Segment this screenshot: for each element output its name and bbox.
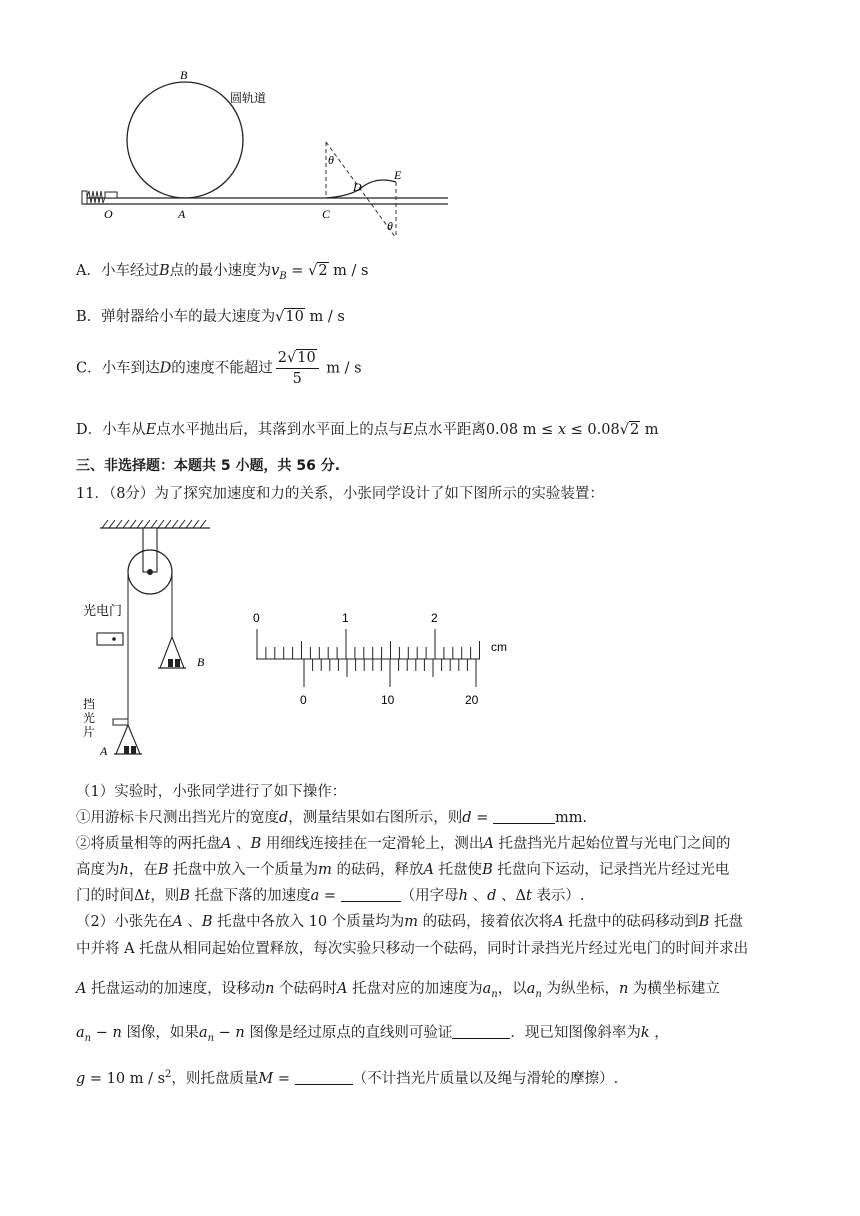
- answer-blank-d[interactable]: [493, 809, 555, 824]
- part-2-line-4: $a_n - n$ 图像，如果$a_n - n$ 图像是经过原点的直线则可验证 ．现已知图像斜率为k ，: [76, 1025, 669, 1044]
- option-d: D．小车从E点水平抛出后，其落到水平面上的点与E点水平距离0.08 m ≤ x ≤ 0.08√2 m: [76, 422, 659, 438]
- question-11-intro: 11．（8分）为了探究加速度和力的关系，小张同学设计了如下图所示的实验装置：: [76, 486, 604, 502]
- vernier-label-20: 20: [465, 693, 479, 707]
- label-tray-A: A: [100, 744, 108, 758]
- part-2-line-1: （2）小张先在A 、B 托盘中各放入 10 个质量均为m 的砝码，接着依次将A 托盘中的砝码移动到B 托盘: [76, 914, 743, 930]
- answer-blank-verify[interactable]: [452, 1024, 510, 1039]
- part-1-step-2-line-1: ②将质量相等的两托盘A 、B 用细线连接挂在一定滑轮上，测出A 托盘挡光片起始位置与光电门之间的: [76, 836, 731, 852]
- vernier-label-0: 0: [300, 693, 307, 707]
- section-title: 三、非选择题：本题共 5 小题，共 56 分.: [76, 458, 341, 474]
- main-scale-ticks: [257, 629, 480, 659]
- option-b: B．弹射器给小车的最大速度为√10 m / s: [76, 309, 345, 325]
- label-plate-1: 挡: [83, 697, 96, 711]
- label-angle-bottom: θ: [387, 219, 393, 233]
- label-plate-3: 片: [83, 725, 96, 739]
- label-point-A: A: [178, 207, 186, 221]
- answer-blank-a[interactable]: [341, 887, 401, 902]
- pulley-apparatus-figure: [76, 515, 226, 760]
- label-point-E: E: [394, 168, 402, 182]
- label-point-O: O: [104, 207, 113, 221]
- caliper-unit: cm: [491, 640, 507, 654]
- main-label-2: 2: [431, 611, 438, 625]
- label-point-B: B: [180, 68, 188, 82]
- fraction: $\frac{2√10}{5}$: [276, 348, 319, 389]
- part-2-line-3: A 托盘运动的加速度，设移动n 个砝码时A 托盘对应的加速度为$a_n$，以$a_n$ 为纵坐标，n 为横坐标建立: [76, 981, 720, 1000]
- part-2-line-2: 中并将 A 托盘从相同起始位置释放，每次实验只移动一个砝码，同时计录挡光片经过光电门的时间并求出: [76, 941, 749, 957]
- option-c: C．小车到达D的速度不能超过 $\frac{2√10}{5}$ m / s: [76, 350, 362, 387]
- sqrt-symbol: √: [308, 263, 318, 279]
- label-point-C: C: [322, 207, 331, 221]
- part-1-heading: （1）实验时，小张同学进行了如下操作：: [76, 784, 347, 800]
- main-label-0: 0: [253, 611, 260, 625]
- sqrt-symbol: √: [275, 309, 285, 325]
- part-1-step-1: ①用游标卡尺测出挡光片的宽度d，测量结果如右图所示，则d = mm.: [76, 810, 588, 826]
- label-plate-2: 光: [83, 711, 96, 725]
- label-photogate: 光电门: [83, 603, 123, 618]
- vernier-scale-ticks: [304, 659, 476, 687]
- part-1-step-2-line-3: 门的时间Δt，则B 托盘下落的加速度a = （用字母h 、d 、Δt 表示）.: [76, 888, 585, 904]
- main-label-1: 1: [342, 611, 349, 625]
- part-2-line-5: g = 10 m / $s^2$，则托盘质量M = （不计挡光片质量以及绳与滑轮的摩擦）.: [76, 1069, 619, 1087]
- label-tray-B: B: [197, 655, 205, 669]
- vernier-label-10: 10: [381, 693, 395, 707]
- option-a: A．小车经过B点的最小速度为$v_B = √2$ m / s: [76, 263, 369, 282]
- var-d: d: [462, 810, 472, 826]
- answer-blank-M[interactable]: [295, 1070, 353, 1085]
- label-point-D: D: [353, 180, 362, 194]
- label-circular-track: 圆轨道: [230, 91, 267, 105]
- part-1-step-2-line-2: 高度为h，在B 托盘中放入一个质量为m 的砝码，释放A 托盘使B 托盘向下运动，记录挡光片经过光电: [76, 862, 730, 878]
- vernier-caliper-figure: [244, 604, 524, 714]
- label-angle-top: θ: [328, 153, 334, 167]
- circular-track-figure: [76, 64, 456, 244]
